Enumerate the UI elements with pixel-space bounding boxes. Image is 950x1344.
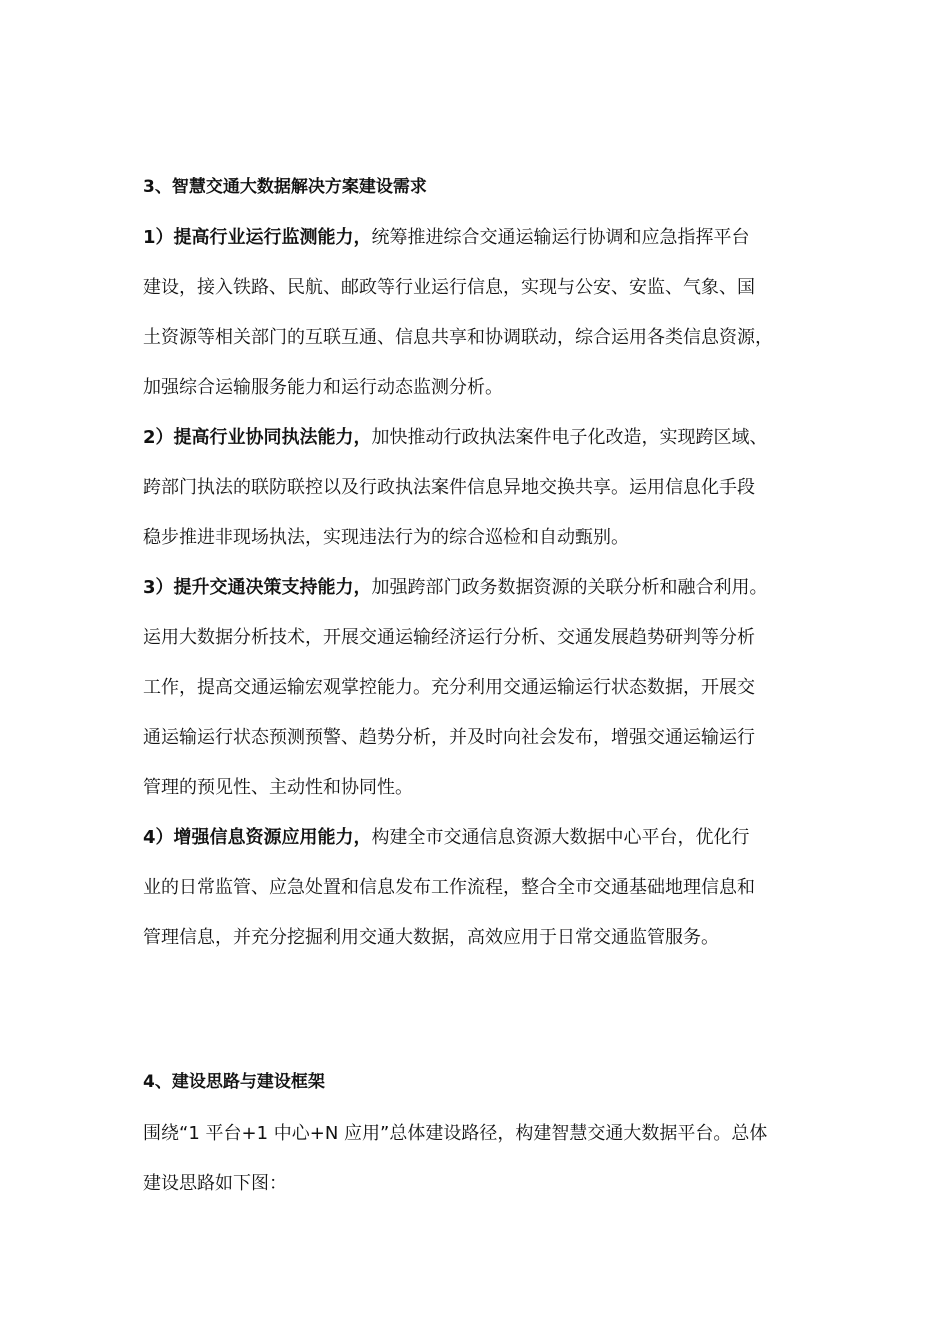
paragraph-line: 加强综合运输服务能力和运行动态监测分析。	[143, 377, 503, 398]
paragraph-lead: 2）提高行业协同执法能力，	[143, 427, 372, 448]
paragraph-line	[143, 813, 823, 863]
paragraph-1	[143, 213, 823, 413]
paragraph-line: 管理的预见性、主动性和协同性。	[143, 777, 413, 798]
paragraph-text: 加快推动行政执法案件电子化改造，实现跨区域、	[371, 427, 768, 448]
paragraph-line: 管理信息，并充分挖掘利用交通大数据，高效应用于日常交通监管服务。	[143, 927, 719, 948]
paragraph-line	[143, 413, 823, 463]
paragraph-line: 通运输运行状态预测预警、趋势分析，并及时向社会发布，增强交通运输运行	[143, 727, 755, 748]
paragraph-text: 构建全市交通信息资源大数据中心平台，优化行	[371, 827, 750, 848]
paragraph-line: 工作，提高交通运输宏观掌控能力。充分利用交通运输运行状态数据，开展交	[143, 677, 755, 698]
paragraph-text: 统筹推进综合交通运输运行协调和应急指挥平台	[371, 227, 750, 248]
paragraph-3	[143, 563, 823, 813]
paragraph-line: 土资源等相关部门的互联互通、信息共享和协调联动，综合运用各类信息资源，	[143, 327, 773, 348]
paragraph-line: 运用大数据分析技术，开展交通运输经济运行分析、交通发展趋势研判等分析	[143, 627, 755, 648]
paragraph-line: 跨部门执法的联防联控以及行政执法案件信息异地交换共享。运用信息化手段	[143, 477, 755, 498]
paragraph-line	[143, 213, 823, 263]
paragraph-line: 稳步推进非现场执法，实现违法行为的综合巡检和自动甄别。	[143, 527, 629, 548]
paragraph-line: 建设，接入铁路、民航、邮政等行业运行信息，实现与公安、安监、气象、国	[143, 277, 755, 298]
paragraph-line: 建设思路如下图：	[143, 1173, 287, 1194]
paragraph-lead: 1）提高行业运行监测能力，	[143, 227, 372, 248]
section-4-title: 4、建设思路与建设框架	[143, 1072, 325, 1092]
paragraph-text: 加强跨部门政务数据资源的关联分析和融合利用。	[371, 577, 768, 598]
paragraph-lead: 3）提升交通决策支持能力，	[143, 577, 372, 598]
paragraph-4	[143, 813, 823, 963]
paragraph-line: 业的日常监管、应急处置和信息发布工作流程，整合全市交通基础地理信息和	[143, 877, 755, 898]
paragraph-2	[143, 413, 823, 563]
paragraph-5	[143, 1109, 823, 1209]
paragraph-lead: 4）增强信息资源应用能力，	[143, 827, 372, 848]
paragraph-line: 围绕“1 平台+1 中心+N 应用”总体建设路径，构建智慧交通大数据平台。总体	[143, 1123, 768, 1144]
section-3-title: 3、智慧交通大数据解决方案建设需求	[143, 177, 427, 197]
paragraph-line	[143, 563, 823, 613]
